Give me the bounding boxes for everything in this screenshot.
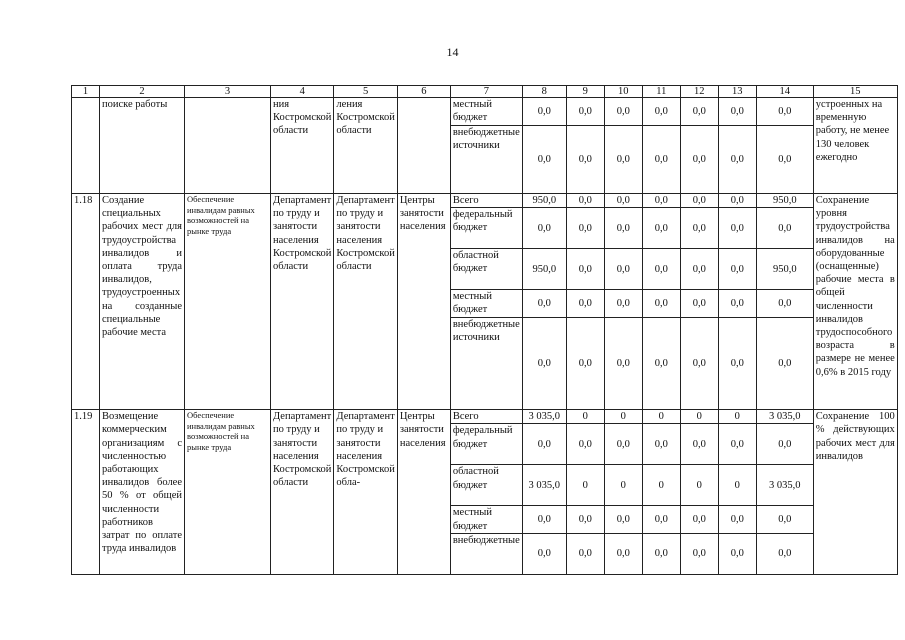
value-cell: 0,0 [566, 249, 604, 290]
value-cell: 0 [718, 465, 756, 506]
value-cell: 0,0 [680, 290, 718, 318]
expected-result: устроенных на временную работу, не менее 130 человек ежегодно [813, 98, 897, 194]
participant: ления Костромской области [334, 98, 397, 194]
value-cell: 0,0 [566, 98, 604, 126]
value-cell: 950,0 [756, 194, 813, 208]
value-cell: 0,0 [604, 533, 642, 574]
value-cell: 0,0 [642, 194, 680, 208]
value-cell: 3 035,0 [522, 465, 566, 506]
responsible: ния Костромской области [271, 98, 334, 194]
responsible: Департамент по труду и занятости населения Костромской области [271, 194, 334, 410]
value-cell: 0,0 [718, 506, 756, 533]
funding-source: внебюджетные [450, 533, 522, 574]
header-cell: 2 [100, 86, 185, 98]
funding-source: федеральный бюджет [450, 208, 522, 249]
header-row [72, 86, 898, 98]
row-number [72, 98, 100, 194]
value-cell: 0,0 [642, 533, 680, 574]
value-cell: 0,0 [680, 318, 718, 410]
value-cell: 0,0 [566, 506, 604, 533]
value-cell: 0 [680, 410, 718, 424]
row-number: 1.18 [72, 194, 100, 410]
value-cell: 0,0 [604, 506, 642, 533]
funding-source: внебюджетные источники [450, 126, 522, 194]
executor: Центры занятости населения [397, 410, 450, 575]
value-cell: 0,0 [718, 98, 756, 126]
value-cell: 0,0 [718, 318, 756, 410]
funding-source: областной бюджет [450, 249, 522, 290]
header-cell: 13 [718, 86, 756, 98]
value-cell: 0,0 [718, 249, 756, 290]
value-cell: 0,0 [718, 208, 756, 249]
executor [397, 98, 450, 194]
value-cell: 0,0 [642, 506, 680, 533]
header-cell: 3 [185, 86, 271, 98]
value-cell: 0,0 [680, 424, 718, 465]
value-cell: 0,0 [680, 249, 718, 290]
page-number: 14 [446, 45, 459, 59]
header-cell: 8 [522, 86, 566, 98]
measure-name: поиске работы [100, 98, 185, 194]
expected-result: Сохранение 100 % действующих рабочих мест для инвалидов [813, 410, 897, 575]
funding-source: местный бюджет [450, 290, 522, 318]
value-cell: 0,0 [718, 126, 756, 194]
header-cell: 12 [680, 86, 718, 98]
participant: Департамент по труду и занятости населения Костромской обла- [334, 410, 397, 575]
funding-source: местный бюджет [450, 506, 522, 533]
header-cell: 10 [604, 86, 642, 98]
header-cell: 9 [566, 86, 604, 98]
header-cell: 1 [72, 86, 100, 98]
value-cell: 3 035,0 [522, 410, 566, 424]
value-cell: 0,0 [522, 506, 566, 533]
value-cell: 0,0 [566, 318, 604, 410]
value-cell: 0,0 [566, 208, 604, 249]
value-cell: 0 [680, 465, 718, 506]
value-cell: 0,0 [566, 194, 604, 208]
value-cell: 0,0 [566, 290, 604, 318]
table-row [72, 194, 898, 208]
header-cell: 15 [813, 86, 897, 98]
value-cell: 0 [642, 465, 680, 506]
value-cell: 0 [604, 465, 642, 506]
value-cell: 0,0 [566, 533, 604, 574]
expected-result: Сохранение уровня трудоустройства инвалидов на оборудованные (оснащенные) рабочие места в общей численности инвалидов трудоспособного возраста в размере не менее 0,6% в 2015 году [813, 194, 897, 410]
value-cell: 0,0 [604, 98, 642, 126]
value-cell: 0,0 [642, 290, 680, 318]
funding-source: местный бюджет [450, 98, 522, 126]
value-cell: 0,0 [604, 424, 642, 465]
value-cell: 0,0 [718, 424, 756, 465]
header-cell: 4 [271, 86, 334, 98]
value-cell: 0 [566, 465, 604, 506]
funding-source: Всего [450, 194, 522, 208]
header-cell: 7 [450, 86, 522, 98]
value-cell: 0,0 [604, 290, 642, 318]
header-cell: 14 [756, 86, 813, 98]
table-row [72, 98, 898, 126]
value-cell: 0,0 [566, 424, 604, 465]
measure-name: Возмещение коммерческим организациям с численностью работающих инвалидов более 50 % от общей численности работников затрат по оплате труда инвалидов [100, 410, 185, 575]
value-cell: 0,0 [522, 290, 566, 318]
value-cell: 3 035,0 [756, 465, 813, 506]
value-cell: 0,0 [756, 318, 813, 410]
value-cell: 0,0 [680, 98, 718, 126]
table-row [72, 410, 898, 424]
value-cell: 0,0 [604, 249, 642, 290]
executor: Центры занятости населения [397, 194, 450, 410]
funding-source: Всего [450, 410, 522, 424]
value-cell: 0 [642, 410, 680, 424]
measure-goal: Обеспечение инвалидам равных возможностей на рынке труда [185, 410, 271, 575]
value-cell: 0,0 [522, 208, 566, 249]
value-cell: 0,0 [642, 208, 680, 249]
value-cell: 0,0 [522, 98, 566, 126]
measure-name: Создание специальных рабочих мест для трудоустройства инвалидов и оплата труда инвалидов, трудоустроенных на созданные специальные рабочие места [100, 194, 185, 410]
value-cell: 0,0 [522, 318, 566, 410]
value-cell: 0 [566, 410, 604, 424]
value-cell: 0,0 [680, 208, 718, 249]
value-cell: 950,0 [522, 249, 566, 290]
value-cell: 0,0 [604, 126, 642, 194]
value-cell: 0,0 [756, 126, 813, 194]
value-cell: 0,0 [642, 424, 680, 465]
funding-source: федеральный бюджет [450, 424, 522, 465]
value-cell: 0,0 [642, 98, 680, 126]
value-cell: 0,0 [718, 194, 756, 208]
responsible: Департамент по труду и занятости населения Костромской области [271, 410, 334, 575]
header-cell: 11 [642, 86, 680, 98]
value-cell: 0 [604, 410, 642, 424]
value-cell: 0,0 [756, 208, 813, 249]
value-cell: 0,0 [756, 290, 813, 318]
value-cell: 0,0 [642, 126, 680, 194]
value-cell: 0,0 [756, 424, 813, 465]
value-cell: 0,0 [718, 290, 756, 318]
value-cell: 0,0 [604, 194, 642, 208]
value-cell: 0,0 [680, 506, 718, 533]
header-cell: 5 [334, 86, 397, 98]
measure-goal: Обеспечение инвалидам равных возможностей на рынке труда [185, 194, 271, 410]
value-cell: 0,0 [756, 533, 813, 574]
value-cell: 3 035,0 [756, 410, 813, 424]
value-cell: 0,0 [756, 98, 813, 126]
participant: Департамент по труду и занятости населения Костромской области [334, 194, 397, 410]
row-number: 1.19 [72, 410, 100, 575]
value-cell: 0,0 [718, 533, 756, 574]
funding-source: областной бюджет [450, 465, 522, 506]
value-cell: 0,0 [756, 506, 813, 533]
funding-source: внебюджетные источники [450, 318, 522, 410]
value-cell: 0 [718, 410, 756, 424]
value-cell: 0,0 [522, 424, 566, 465]
value-cell: 0,0 [680, 194, 718, 208]
value-cell: 0,0 [642, 249, 680, 290]
measure-goal [185, 98, 271, 194]
value-cell: 0,0 [604, 318, 642, 410]
value-cell: 0,0 [566, 126, 604, 194]
value-cell: 0,0 [522, 533, 566, 574]
value-cell: 0,0 [604, 208, 642, 249]
value-cell: 0,0 [680, 533, 718, 574]
value-cell: 0,0 [522, 126, 566, 194]
value-cell: 0,0 [680, 126, 718, 194]
value-cell: 950,0 [756, 249, 813, 290]
program-table [71, 85, 898, 575]
value-cell: 950,0 [522, 194, 566, 208]
header-cell: 6 [397, 86, 450, 98]
value-cell: 0,0 [642, 318, 680, 410]
